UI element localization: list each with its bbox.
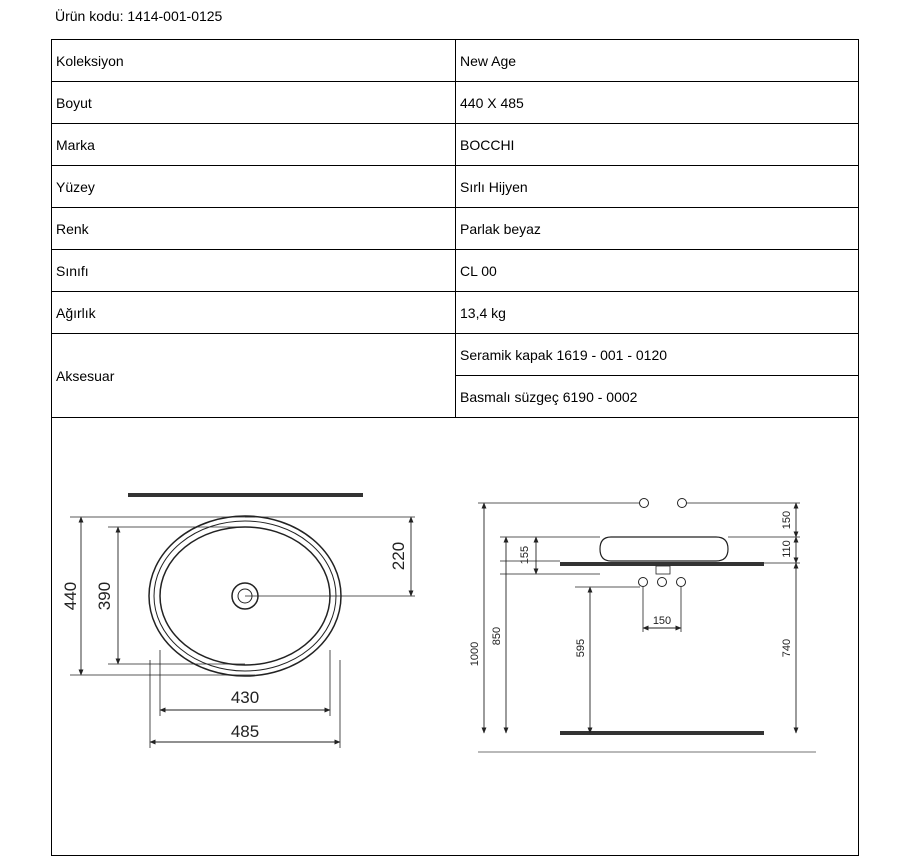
product-code: Ürün kodu: 1414-001-0125 [55, 8, 223, 24]
dim-110-label: 110 [781, 540, 793, 558]
spec-label: Ağırlık [52, 292, 456, 333]
spec-value: CL 00 [460, 262, 497, 279]
accessory-item: Seramik kapak 1619 - 001 - 0120 [456, 334, 858, 376]
base-plate [560, 731, 764, 735]
dim-430-label: 430 [230, 688, 260, 707]
outlet-hole-icon [658, 578, 667, 587]
dim-155-label: 155 [519, 545, 531, 565]
spec-value: Sırlı Hijyen [460, 178, 528, 195]
spec-label: Marka [52, 124, 456, 165]
side-view [469, 499, 816, 753]
spec-value: BOCCHI [460, 136, 515, 153]
spec-label: Koleksiyon [52, 40, 456, 81]
basin-profile [600, 537, 728, 561]
spec-label: Sınıfı [52, 250, 456, 291]
dim-150-top-label: 150 [781, 510, 793, 530]
supply-hole-icon [678, 499, 687, 508]
dim-390-label: 390 [95, 581, 114, 611]
spec-value: 13,4 kg [460, 304, 506, 321]
dim-850-label: 850 [491, 626, 503, 646]
dim-740-label: 740 [781, 638, 793, 658]
dim-440-label: 440 [61, 581, 80, 611]
spec-value: New Age [460, 52, 517, 69]
supply-hole-icon [640, 499, 649, 508]
spec-label: Renk [52, 208, 456, 249]
dim-1000-label: 1000 [469, 641, 481, 667]
countertop [560, 562, 764, 566]
spec-value: Parlak beyaz [460, 220, 541, 237]
accessories-label: Aksesuar [52, 334, 456, 418]
dim-595-label: 595 [575, 638, 587, 658]
spec-label: Boyut [52, 82, 456, 123]
top-view [61, 493, 415, 748]
dim-150-h-label: 150 [652, 615, 672, 627]
accessory-item: Basmalı süzgeç 6190 - 0002 [456, 376, 858, 418]
dim-220-label: 220 [389, 541, 408, 571]
drain-pipe [656, 566, 670, 574]
dim-485-label: 485 [230, 722, 260, 741]
spec-value: 440 X 485 [460, 94, 524, 111]
outlet-hole-icon [639, 578, 648, 587]
countertop-bar [128, 493, 363, 497]
spec-label: Yüzey [52, 166, 456, 207]
outlet-hole-icon [677, 578, 686, 587]
